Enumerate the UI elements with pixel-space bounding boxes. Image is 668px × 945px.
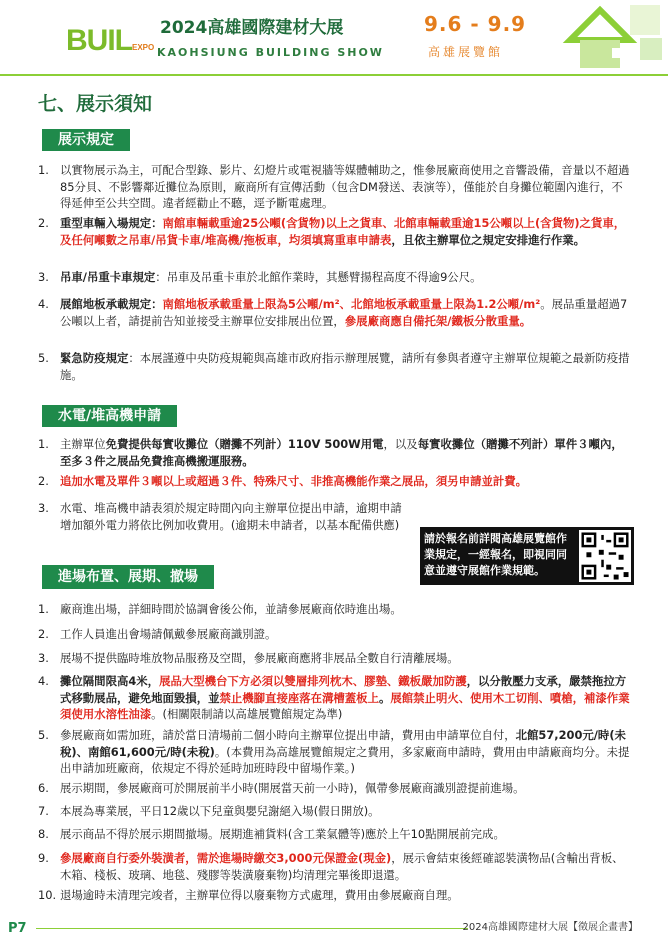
item-number: 5. bbox=[38, 728, 49, 742]
list-item bbox=[38, 673, 634, 723]
item-text bbox=[60, 887, 634, 904]
item-text-segment: 追加水電及單件３噸以上或超過３件、特殊尺寸、非推高機能作業之展品，須另申請並計費。 bbox=[60, 474, 528, 488]
item-number: 5. bbox=[38, 351, 49, 365]
item-text-segment: 主辦單位 bbox=[60, 437, 106, 451]
item-text-segment: 緊急防疫規定 bbox=[60, 351, 129, 365]
list-item bbox=[38, 887, 634, 904]
item-text-segment: 。 bbox=[378, 690, 391, 705]
show-date: 9.6 - 9.9 bbox=[424, 12, 527, 36]
item-text-segment: 退場逾時未清理完竣者，主辦單位得以廢棄物方式處理，費用由參展廠商自理。 bbox=[60, 888, 459, 902]
item-text-segment: 本展為專業展，平日12歲以下兒童與嬰兒謝絕入場(假日開放)。 bbox=[60, 804, 380, 818]
item-text-segment: 每實收攤位（贈攤不列計）單件３噸內，至多３件之展品免費推高機搬運服務。 bbox=[60, 437, 623, 468]
item-number: 10. bbox=[38, 888, 57, 902]
item-number: 8. bbox=[38, 827, 49, 841]
item-number: 1. bbox=[38, 602, 49, 616]
item-text-segment: 。(本費用為高雄展覽館規定之費用，多家廠商申請時，費用由申請廠商均分。未提出申請加班廠商，依規定不得於延時加班時段中留場作業。) bbox=[60, 744, 630, 776]
item-text-segment: 。展品重量超過7公噸以上者，請提前告知並接受主辦單位安排展出位置， bbox=[60, 297, 628, 328]
item-text-segment: 南館車輛載重逾25公噸(含貨物)以上之貨車、北館車輛載重逾15公噸以上(含貨物)之貨車，及任何噸數之吊車/吊貨卡車/堆高機/拖板車，均須填寫重車申請表 bbox=[60, 216, 626, 247]
item-text bbox=[60, 215, 634, 248]
list-item bbox=[38, 350, 634, 383]
item-text-segment: 參展廠商自行委外裝潢者，需於進場時繳交3,000元保證金(現金) bbox=[60, 851, 392, 865]
list-item bbox=[38, 601, 634, 618]
house-deco-icon bbox=[550, 0, 668, 70]
item-number: 9. bbox=[38, 851, 49, 865]
list-item bbox=[38, 850, 634, 883]
item-text bbox=[60, 826, 634, 843]
item-number: 3. bbox=[38, 651, 49, 665]
item-text-segment: 以實物展示為主，可配合型錄、影片、幻燈片或電視牆等媒體輔助之，惟參展廠商使用之音響設備，音量以不超過85分貝、不影響鄰近攤位為原則，廠商所有宣傳活動（包含DM發送、表演等），僅能於自身攤位範圍內進行，不得延伸至公共空間。違者經勸止不聽，逕予斷電處理。 bbox=[60, 163, 630, 211]
item-number: 3. bbox=[38, 270, 49, 284]
item-text-segment: ，展示會結束後經確認裝潢物品(含輸出背板、木箱、棧板、玻璃、地毯、殘膠等裝潢廢棄物)均清理完畢後即退還。 bbox=[60, 851, 624, 882]
list-item bbox=[38, 500, 408, 533]
list-item bbox=[38, 780, 634, 797]
item-text bbox=[60, 473, 634, 490]
list-item bbox=[38, 215, 634, 248]
footer-text: 2024高雄國際建材大展【徵展企畫書】 bbox=[462, 922, 638, 933]
list-item bbox=[38, 803, 634, 820]
item-text-segment: 工作人員進出會場請佩戴參展廠商識別證。 bbox=[60, 627, 277, 641]
list-item bbox=[38, 296, 634, 329]
item-text-segment: ：本展謹遵中央防疫規範與高雄市政府指示辦理展覽，請所有參與者遵守主辦單位規範之最新防疫措施。 bbox=[60, 351, 630, 382]
item-number: 4. bbox=[38, 674, 49, 688]
item-number: 3. bbox=[38, 501, 49, 515]
item-text bbox=[60, 162, 634, 212]
item-text-segment: 展示商品不得於展示期間撤場。展期進補貨料(含工業氣體等)應於上午10點開展前完成。 bbox=[60, 827, 505, 841]
item-text-segment: 重型車輛入場規定： bbox=[60, 216, 163, 230]
show-venue: 高雄展覽館 bbox=[428, 45, 504, 59]
item-text-segment: 水電、堆高機申請表須於規定時間內向主辦單位提出申請，逾期申請增加額外電力將依比例加收費用。(逾期未申請者，以基本配備供應) bbox=[60, 501, 402, 532]
item-text-segment: ，以及 bbox=[383, 437, 418, 451]
item-text bbox=[60, 350, 634, 383]
item-text-segment: 免費提供每實收攤位（贈攤不列計）110V 500W用電 bbox=[105, 437, 384, 451]
item-number: 4. bbox=[38, 297, 49, 311]
item-text-segment: ：吊車及吊重卡車於北館作業時，其懸臂揚程高度不得逾9公尺。 bbox=[155, 270, 482, 284]
item-text bbox=[60, 436, 634, 469]
item-text-segment: 展示期間，參展廠商可於開展前半小時(開展當天前一小時)，佩帶參展廠商識別證提前進場。 bbox=[60, 781, 525, 795]
subsection-title-display-rules: 展示規定 bbox=[42, 129, 130, 151]
item-text bbox=[60, 780, 634, 797]
list-item bbox=[38, 436, 634, 469]
item-text bbox=[60, 269, 634, 286]
item-number: 6. bbox=[38, 781, 49, 795]
subsection-title-setup: 進場布置、展期、撤場 bbox=[42, 565, 214, 589]
item-text-segment: 展館禁止明火、使用木工切削、噴槍，補漆作業須使用水溶性油漆 bbox=[60, 690, 630, 722]
item-number: 7. bbox=[38, 804, 49, 818]
notice-text: 請於報名前詳閱高雄展覽館作業規定，一經報名，即視同同意並遵守展館作業規範。 bbox=[424, 532, 567, 577]
page-number: P7 bbox=[8, 921, 27, 936]
item-text bbox=[60, 296, 634, 329]
item-text-segment: 展品大型機台下方必須以雙層排列枕木、膠墊、鐵板嚴加防護 bbox=[159, 674, 467, 688]
item-text-segment: 禁止機腳直接座落在溝槽蓋板上 bbox=[219, 690, 379, 705]
item-text bbox=[60, 727, 634, 777]
item-text-segment: 展館地板承載規定： bbox=[60, 297, 163, 311]
header-divider bbox=[0, 74, 668, 76]
list-item bbox=[38, 826, 634, 843]
item-text bbox=[60, 850, 634, 883]
item-text-segment: 攤位隔間限高4米， bbox=[60, 674, 160, 688]
expo-logo: BUILEXPO bbox=[66, 24, 155, 57]
item-text bbox=[60, 803, 634, 820]
item-text-segment: 南館地板承載重量上限為5公噸/m²、北館地板承載重量上限為1.2公噸/m² bbox=[162, 297, 541, 311]
item-text-segment: 北館57,200元/時(未稅)、南館61,600元/時(未稅) bbox=[60, 728, 626, 759]
item-text-segment: 吊車/吊重卡車規定 bbox=[60, 270, 156, 284]
item-text bbox=[60, 673, 634, 723]
section-title: 七、展示須知 bbox=[38, 93, 153, 115]
item-text bbox=[60, 650, 634, 667]
item-text-segment: 展場不提供臨時堆放物品服務及空間，參展廠商應將非展品全數自行清離展場。 bbox=[60, 651, 459, 665]
list-item bbox=[38, 269, 634, 286]
item-text-segment: 廠商進出場，詳細時間於協調會後公佈，並請參展廠商依時進出場。 bbox=[60, 602, 402, 616]
item-number: 2. bbox=[38, 216, 49, 230]
footer-divider bbox=[36, 928, 468, 929]
item-text bbox=[60, 626, 634, 643]
item-text-segment: ，且依主辦單位之規定安排進行作業。 bbox=[391, 232, 586, 247]
item-number: 1. bbox=[38, 437, 49, 451]
page-header bbox=[0, 0, 668, 75]
list-item bbox=[38, 626, 634, 643]
item-text-segment: 參展廠商如需加班，請於當日清場前二個小時向主辦單位提出申請，費用由申請單位自付， bbox=[60, 728, 516, 742]
list-item bbox=[38, 162, 634, 212]
notice-box bbox=[420, 527, 634, 585]
list-item bbox=[38, 473, 634, 490]
item-number: 2. bbox=[38, 627, 49, 641]
show-title: 2024高雄國際建材大展 bbox=[160, 18, 344, 38]
item-number: 1. bbox=[38, 163, 49, 177]
item-text-segment: ，以分散壓力支承，嚴禁拖拉方式移動展品，避免地面毀損，並 bbox=[60, 674, 627, 705]
item-text bbox=[60, 500, 408, 533]
qr-code[interactable] bbox=[579, 530, 631, 582]
subsection-title-utilities: 水電/堆高機申請 bbox=[42, 405, 177, 427]
item-text-segment: 。(相關限制請以高雄展覽館規定為準) bbox=[151, 707, 343, 722]
item-text-segment: 參展廠商應自備托架/鐵板分散重量。 bbox=[344, 313, 532, 328]
list-item bbox=[38, 727, 634, 777]
show-title-en: KAOHSIUNG BUILDING SHOW bbox=[157, 46, 384, 59]
item-number: 2. bbox=[38, 474, 49, 488]
item-text bbox=[60, 601, 634, 618]
list-item bbox=[38, 650, 634, 667]
